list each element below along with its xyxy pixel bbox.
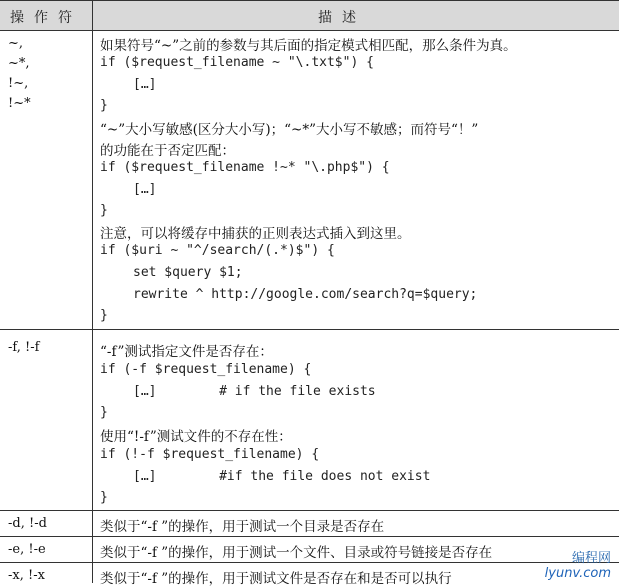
- code-line: rewrite ^ http://google.com/search?q=$query;: [133, 287, 478, 302]
- description-line: 类似于“-f ”的操作，用于测试文件是否存在和是否可以执行: [100, 571, 452, 587]
- operator-tilde-star: ~*,: [8, 56, 30, 71]
- header-description: 描述: [318, 10, 366, 26]
- code-line: […] #if the file does not exist: [133, 469, 431, 484]
- code-line: }: [100, 308, 108, 323]
- operator-tilde: ~,: [8, 36, 24, 51]
- description-line: 类似于“-f ”的操作，用于测试一个文件、目录或符号链接是否存在: [100, 545, 493, 561]
- code-line: […]: [133, 182, 157, 197]
- code-line: if (-f $request_filename) {: [100, 362, 312, 377]
- column-divider: [92, 0, 93, 583]
- code-line: }: [100, 98, 108, 113]
- description-line: 注意，可以将缓存中捕获的正则表达式插入到这里。: [100, 226, 411, 242]
- watermark-line1: 编程网: [571, 551, 611, 566]
- description-line: 如果符号“~”之前的参数与其后面的指定模式相匹配，那么条件为真。: [100, 38, 517, 54]
- operator-not-tilde-star: !~*: [8, 96, 31, 111]
- header-operator: 操作符: [10, 10, 82, 26]
- code-line: if ($request_filename ~ "\.txt$") {: [100, 55, 374, 70]
- description-line: 类似于“-f ”的操作，用于测试一个目录是否存在: [100, 519, 385, 535]
- operator-dir-test: -d, !-d: [8, 516, 47, 531]
- watermark-line2: lyunv.com: [544, 566, 611, 581]
- operator-not-tilde: !~,: [8, 76, 29, 91]
- description-line: “-f”测试指定文件是否存在：: [100, 344, 273, 360]
- code-line: if ($request_filename !~* "\.php$") {: [100, 160, 390, 175]
- code-line: […] # if the file exists: [133, 384, 376, 399]
- code-line: }: [100, 490, 108, 505]
- description-line: “~”大小写敏感(区分大小写)；“~*”大小写不敏感；而符号“！”: [100, 122, 479, 138]
- operator-exists-test: -e, !-e: [8, 542, 46, 557]
- operator-file-test: -f, !-f: [8, 340, 40, 355]
- code-line: }: [100, 203, 108, 218]
- code-line: […]: [133, 77, 157, 92]
- code-line: set $query $1;: [133, 265, 243, 280]
- code-line: if ($uri ~ "^/search/(.*)$") {: [100, 243, 335, 258]
- watermark: [545, 547, 611, 581]
- description-line: 的功能在于否定匹配：: [100, 143, 235, 159]
- code-line: }: [100, 405, 108, 420]
- operator-exec-test: -x, !-x: [8, 568, 45, 583]
- description-line: 使用“!-f”测试文件的不存在性：: [100, 429, 292, 445]
- code-line: if (!-f $request_filename) {: [100, 447, 320, 462]
